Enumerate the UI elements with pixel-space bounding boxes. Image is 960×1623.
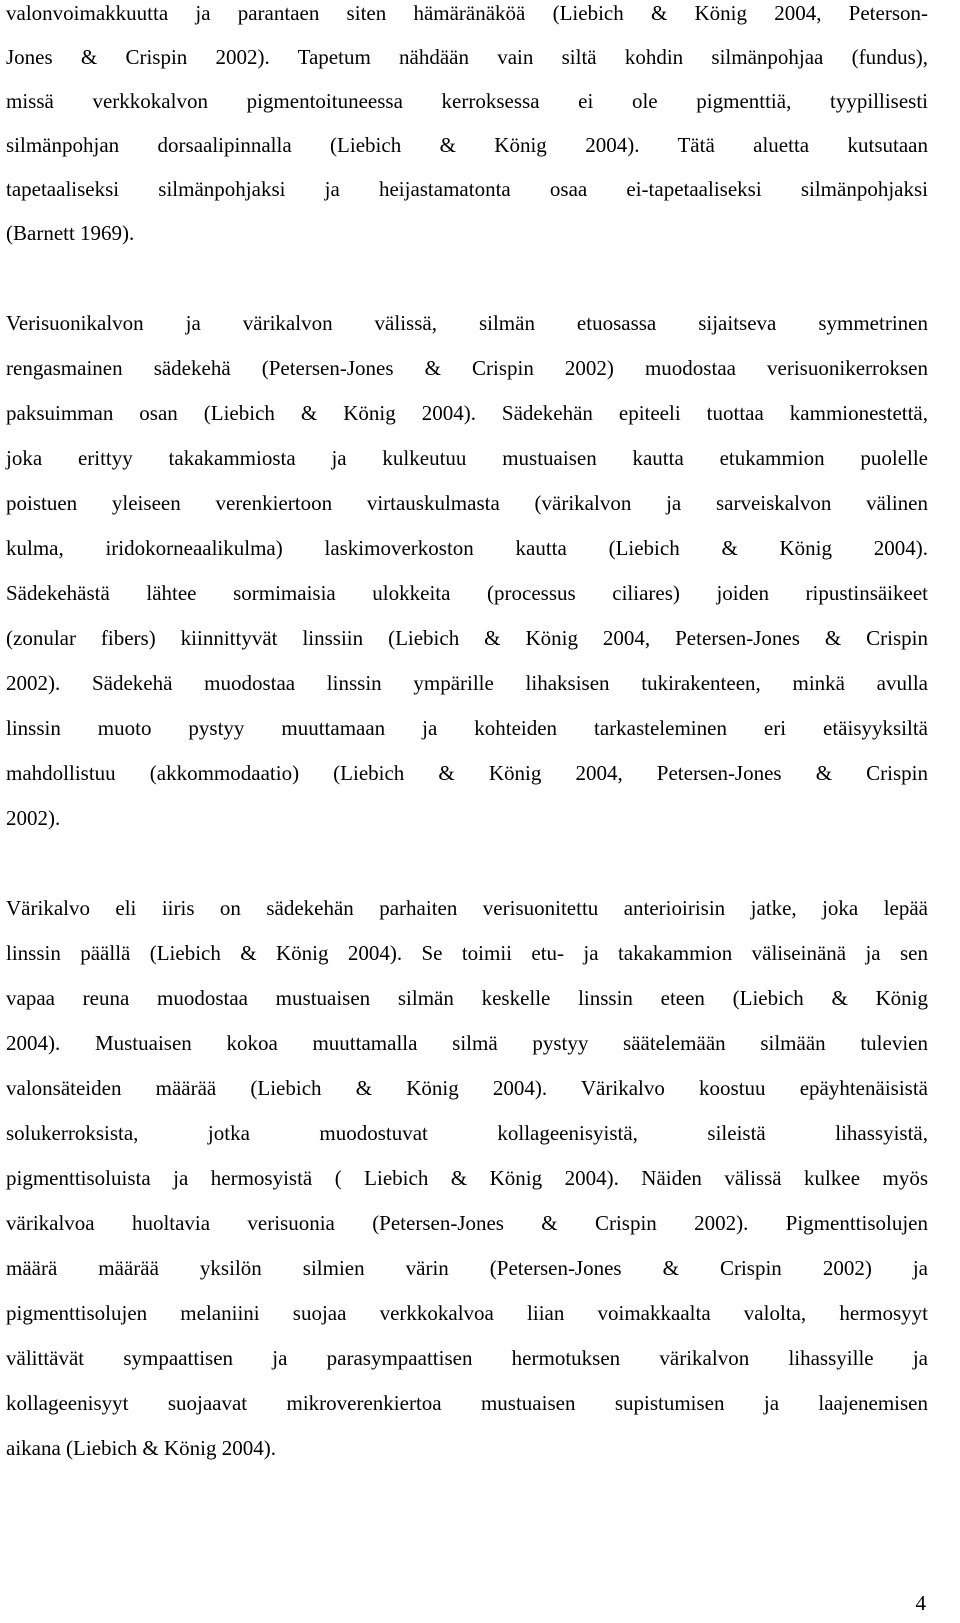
text-line: joka erittyy takakammiosta ja kulkeutuu mustuaisen kautta etukammion puolelle — [6, 446, 928, 470]
text-line: linssin muoto pystyy muuttamaan ja kohteiden tarkasteleminen eri etäisyyksiltä — [6, 716, 928, 740]
text-line: Verisuonikalvon ja värikalvon välissä, silmän etuosassa sijaitseva symmetrinen — [6, 311, 928, 335]
text-line: valonsäteiden määrää (Liebich & König 2004). Värikalvo koostuu epäyhtenäisistä — [6, 1076, 928, 1100]
text-line: kollageenisyyt suojaavat mikroverenkiertoa mustuaisen supistumisen ja laajenemisen — [6, 1391, 928, 1415]
text-line: rengasmainen sädekehä (Petersen-Jones & Crispin 2002) muodostaa verisuonikerroksen — [6, 356, 928, 380]
page-number: 4 — [915, 1591, 926, 1615]
text-line: 2002). — [6, 806, 61, 830]
text-line: tapetaaliseksi silmänpohjaksi ja heijastamatonta osaa ei-tapetaaliseksi silmänpohjaksi — [6, 177, 928, 201]
text-line: poistuen yleiseen verenkiertoon virtauskulmasta (värikalvon ja sarveiskalvon välinen — [6, 491, 928, 515]
text-line: linssin päällä (Liebich & König 2004). Se toimii etu- ja takakammion väliseinänä ja sen — [6, 941, 928, 965]
text-line: (zonular fibers) kiinnittyvät linssiin (Liebich & König 2004, Petersen-Jones & Crispin — [6, 626, 928, 650]
text-line: solukerroksista, jotka muodostuvat kollageenisyistä, sileistä lihassyistä, — [6, 1121, 928, 1145]
text-line: 2002). Sädekehä muodostaa linssin ympärille lihaksisen tukirakenteen, minkä avulla — [6, 671, 928, 695]
text-line: aikana (Liebich & König 2004). — [6, 1436, 277, 1460]
text-line: (Barnett 1969). — [6, 221, 135, 245]
text-line: 2004). Mustuaisen kokoa muuttamalla silmä pystyy säätelemään silmään tulevien — [6, 1031, 928, 1055]
text-line: Jones & Crispin 2002). Tapetum nähdään vain siltä kohdin silmänpohjaa (fundus), — [6, 45, 928, 69]
text-line: pigmenttisoluista ja hermosyistä ( Liebich & König 2004). Näiden välissä kulkee myös — [6, 1166, 928, 1190]
text-line: pigmenttisolujen melaniini suojaa verkkokalvoa liian voimakkaalta valolta, hermosyyt — [6, 1301, 928, 1325]
text-line: silmänpohjan dorsaalipinnalla (Liebich & König 2004). Tätä aluetta kutsutaan — [6, 133, 928, 157]
text-line: Sädekehästä lähtee sormimaisia ulokkeita (processus ciliares) joiden ripustinsäikeet — [6, 581, 928, 605]
text-line: valonvoimakkuutta ja parantaen siten hämäränäköä (Liebich & König 2004, Peterson- — [6, 1, 928, 25]
text-line: mahdollistuu (akkommodaatio) (Liebich & König 2004, Petersen-Jones & Crispin — [6, 761, 928, 785]
text-line: kulma, iridokorneaalikulma) laskimoverkoston kautta (Liebich & König 2004). — [6, 536, 928, 560]
text-line: värikalvoa huoltavia verisuonia (Petersen-Jones & Crispin 2002). Pigmenttisolujen — [6, 1211, 928, 1235]
text-line: paksuimman osan (Liebich & König 2004). Sädekehän epiteeli tuottaa kammionestettä, — [6, 401, 928, 425]
text-line: missä verkkokalvon pigmentoituneessa kerroksessa ei ole pigmenttiä, tyypillisesti — [6, 89, 928, 113]
text-line: vapaa reuna muodostaa mustuaisen silmän keskelle linssin eteen (Liebich & König — [6, 986, 928, 1010]
text-line: välittävät sympaattisen ja parasympaattisen hermotuksen värikalvon lihassyille ja — [6, 1346, 928, 1370]
text-line: määrä määrää yksilön silmien värin (Petersen-Jones & Crispin 2002) ja — [6, 1256, 928, 1280]
text-line: Värikalvo eli iiris on sädekehän parhaiten verisuonitettu anterioirisin jatke, joka lepää — [6, 896, 928, 920]
